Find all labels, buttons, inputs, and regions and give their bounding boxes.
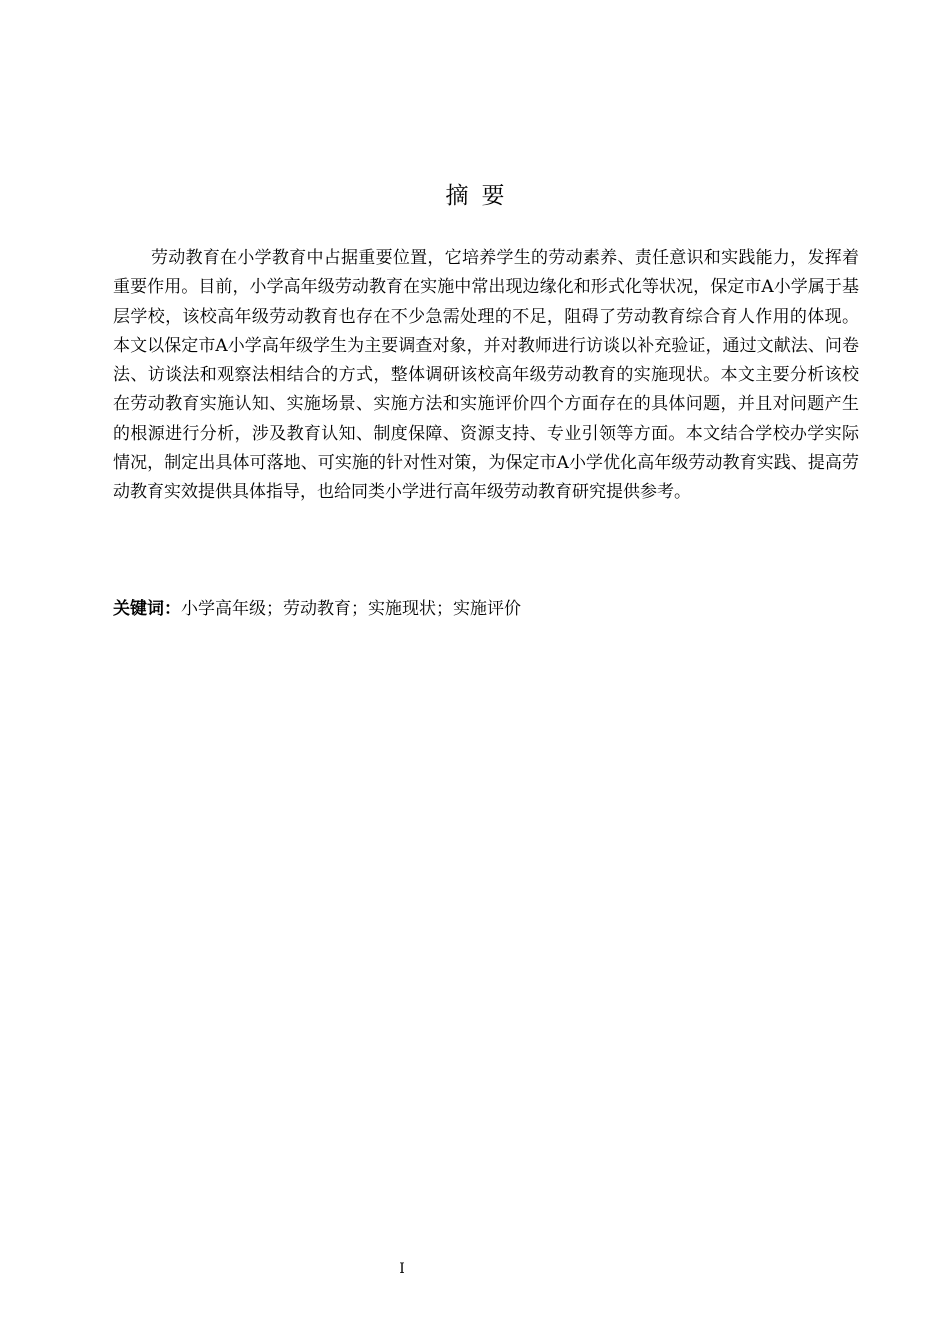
page-number: I <box>399 1261 405 1277</box>
abstract-paragraph: 劳动教育在小学教育中占据重要位置，它培养学生的劳动素养、责任意识和实践能力，发挥着重要作用。目前，小学高年级劳动教育在实施中常出现边缘化和形式化等状况，保定市A小学属于基层学校，该校高年级劳动教育也存在不少急需处理的不足，阻碍了劳动教育综合育人作用的体现。本文以保定市A小学高年级学生为主要调查对象，并对教师进行访谈以补充验证，通过文献法、问卷法、访谈法和观察法相结合的方式，整体调研该校高年级劳动教育的实施现状。本文主要分析该校在劳动教育实施认知、实施场景、实施方法和实施评价四个方面存在的具体问题，并且对问题产生的根源进行分析，涉及教育认知、制度保障、资源支持、专业引领等方面。本文结合学校办学实际情况，制定出具体可落地、可实施的针对性对策，为保定市A小学优化高年级劳动教育实践、提高劳动教育实效提供具体指导，也给同类小学进行高年级劳动教育研究提供参考。 <box>113 248 859 503</box>
keywords-line <box>113 596 859 622</box>
abstract-title: 摘要 <box>445 183 518 209</box>
keywords-text: 小学高年级；劳动教育；实施现状；实施评价 <box>181 599 521 619</box>
keywords-label: 关键词： <box>113 599 181 619</box>
